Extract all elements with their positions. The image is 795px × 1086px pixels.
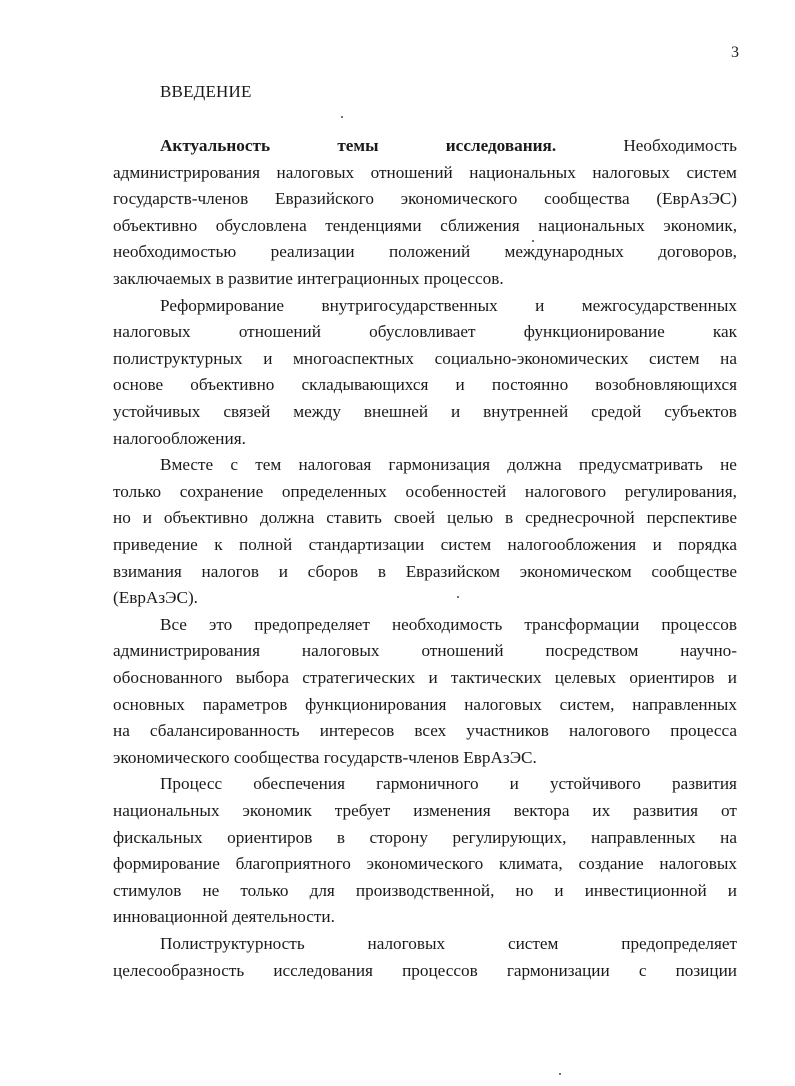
scan-speck bbox=[532, 240, 534, 242]
word: это bbox=[208, 614, 233, 634]
word: интересов bbox=[319, 721, 395, 741]
word: объективно bbox=[190, 375, 275, 395]
word: с bbox=[638, 960, 647, 980]
word: гармоничного bbox=[376, 774, 479, 794]
word: отношений bbox=[238, 322, 321, 342]
word: и bbox=[652, 535, 662, 554]
page-number: 3 bbox=[731, 44, 739, 61]
word: и bbox=[428, 668, 438, 687]
word: систем bbox=[507, 934, 559, 953]
word: национальных bbox=[538, 215, 645, 235]
word: положений bbox=[388, 242, 471, 262]
word: складывающихся bbox=[301, 375, 429, 395]
word: фискальных bbox=[113, 827, 203, 847]
word: налогообложения bbox=[507, 535, 637, 554]
word: постоянно bbox=[491, 375, 569, 395]
word: налоговых bbox=[367, 934, 446, 953]
word: в bbox=[336, 827, 345, 847]
word: отношений bbox=[421, 641, 504, 661]
word: предопределяет bbox=[621, 934, 737, 953]
word: определенных bbox=[281, 481, 387, 501]
section-heading: ВВЕДЕНИЕ bbox=[160, 82, 252, 101]
word: возобновляющихся bbox=[595, 375, 737, 395]
word: необходимость bbox=[391, 614, 503, 634]
word: процессов bbox=[402, 960, 478, 980]
word: гармонизация bbox=[388, 455, 491, 475]
word: отношений bbox=[370, 162, 453, 182]
word: устойчивого bbox=[549, 774, 641, 794]
text-line bbox=[113, 961, 737, 981]
word: и bbox=[535, 295, 545, 315]
text-line bbox=[113, 535, 737, 555]
word: ориентиров bbox=[629, 668, 715, 687]
word: полной bbox=[239, 535, 293, 554]
word: связей bbox=[223, 402, 271, 421]
word: направленных bbox=[632, 694, 737, 714]
word: обоснованного bbox=[113, 668, 223, 687]
word: создание bbox=[578, 854, 644, 874]
word: основе bbox=[113, 375, 164, 395]
word: целевых bbox=[554, 668, 617, 687]
word: на bbox=[720, 348, 737, 368]
word: процесса bbox=[670, 721, 737, 741]
text-line bbox=[113, 801, 737, 821]
text-line bbox=[113, 349, 737, 369]
word: и bbox=[451, 402, 461, 421]
word: функционирования bbox=[305, 694, 447, 714]
text-line bbox=[113, 402, 737, 422]
word: сообщества bbox=[544, 189, 630, 209]
word: выбора bbox=[235, 668, 289, 687]
word: экономического bbox=[113, 747, 230, 767]
word: налоговых bbox=[659, 854, 737, 874]
word: перспективе bbox=[646, 508, 737, 528]
text-line bbox=[113, 881, 737, 901]
word: налогов bbox=[201, 561, 259, 581]
text-line bbox=[113, 216, 737, 236]
word: многоаспектных bbox=[293, 348, 414, 368]
word: к bbox=[214, 535, 223, 554]
word: стратегических bbox=[302, 668, 416, 687]
word: Полиструктурность bbox=[160, 934, 305, 953]
word: экономик bbox=[242, 801, 312, 820]
word: объективно bbox=[113, 215, 198, 235]
word: систем bbox=[686, 162, 737, 182]
word: стандартизации bbox=[308, 535, 425, 554]
word: обусловливает bbox=[369, 322, 476, 342]
word: обеспечения bbox=[253, 774, 345, 794]
word: климата, bbox=[498, 854, 563, 874]
word: и bbox=[727, 668, 737, 687]
word: межгосударственных bbox=[581, 295, 737, 315]
word: особенностей bbox=[405, 481, 507, 501]
word: Евразийском bbox=[405, 561, 500, 581]
text-line bbox=[113, 854, 737, 874]
word: целью bbox=[447, 508, 494, 528]
word: средой bbox=[591, 402, 642, 421]
word: тенденциями bbox=[325, 215, 422, 235]
text-line bbox=[113, 641, 737, 661]
word: среднесрочной bbox=[525, 508, 635, 528]
word: только bbox=[113, 481, 162, 501]
word: систем bbox=[440, 535, 492, 554]
word: трансформации bbox=[524, 614, 640, 634]
word: необходимостью bbox=[113, 242, 237, 262]
word: деятельности. bbox=[232, 907, 335, 927]
word: не bbox=[202, 880, 220, 900]
word: формирование bbox=[113, 854, 220, 874]
word: направленных bbox=[590, 827, 696, 847]
word: в bbox=[505, 508, 514, 528]
word: Реформирование bbox=[160, 295, 285, 315]
word: налоговых bbox=[276, 162, 355, 182]
word: внешней bbox=[363, 402, 429, 421]
word: должна bbox=[507, 455, 562, 475]
word: обусловлена bbox=[215, 215, 307, 235]
word: экономическом bbox=[519, 561, 632, 581]
word: позиции bbox=[675, 960, 737, 980]
word: и bbox=[727, 880, 737, 900]
word: приведение bbox=[113, 535, 198, 554]
word: регулирования, bbox=[624, 481, 737, 501]
text-line bbox=[113, 242, 737, 262]
text-line bbox=[113, 695, 737, 715]
word: реализации bbox=[270, 242, 355, 262]
word: для bbox=[309, 880, 335, 900]
word: государств-членов bbox=[113, 189, 249, 209]
text-line bbox=[113, 189, 737, 209]
word: процессов. bbox=[423, 269, 504, 288]
scan-speck bbox=[341, 116, 343, 118]
text-line bbox=[160, 934, 737, 954]
scan-speck bbox=[457, 596, 459, 598]
word: Процесс bbox=[160, 774, 223, 794]
word: и bbox=[142, 508, 152, 528]
word: тактических bbox=[450, 668, 542, 687]
word: Евразийского bbox=[275, 189, 374, 209]
word: научно- bbox=[680, 641, 737, 661]
word: всех bbox=[414, 721, 447, 741]
text-line bbox=[113, 375, 737, 395]
word: регулирующих, bbox=[452, 827, 567, 847]
scan-speck bbox=[559, 1073, 561, 1075]
word: и bbox=[263, 348, 273, 368]
word: на bbox=[113, 721, 130, 741]
word: но bbox=[113, 508, 131, 528]
word: Актуальность bbox=[160, 136, 271, 155]
text-line bbox=[113, 907, 737, 927]
word: исследования bbox=[273, 960, 373, 980]
text-line bbox=[113, 163, 737, 183]
word: порядка bbox=[678, 535, 737, 554]
word: налоговая bbox=[298, 455, 372, 475]
word: субъектов bbox=[664, 402, 737, 421]
text-line bbox=[113, 429, 737, 449]
word: на bbox=[720, 827, 737, 847]
word: ставить bbox=[326, 508, 382, 528]
word: экономического bbox=[400, 189, 518, 209]
text-line bbox=[113, 269, 737, 289]
word: и bbox=[509, 774, 519, 794]
word: развития bbox=[633, 801, 699, 820]
word: и bbox=[455, 375, 465, 395]
word: внутригосударственных bbox=[321, 295, 498, 315]
word: участников bbox=[466, 721, 549, 741]
word: экономик, bbox=[663, 215, 737, 235]
word: налоговых bbox=[592, 162, 670, 182]
word: основных bbox=[113, 694, 185, 714]
text-line bbox=[113, 668, 737, 688]
word: Все bbox=[160, 614, 187, 634]
word: благоприятного bbox=[235, 854, 351, 874]
word: налогового bbox=[568, 721, 651, 741]
word: предусматривать bbox=[578, 455, 703, 475]
word: но bbox=[515, 880, 534, 900]
word: налогового bbox=[524, 481, 607, 501]
word: процессов bbox=[661, 614, 737, 634]
word: как bbox=[712, 322, 737, 342]
word: параметров bbox=[202, 694, 288, 714]
word: заключаемых bbox=[113, 269, 212, 288]
word: налоговых bbox=[113, 322, 191, 342]
text-line bbox=[113, 588, 737, 608]
word: между bbox=[293, 402, 341, 421]
word: сторону bbox=[369, 827, 428, 847]
word: только bbox=[240, 880, 289, 900]
word: гармонизации bbox=[506, 960, 610, 980]
text-line bbox=[113, 828, 737, 848]
word: налоговых bbox=[464, 694, 542, 714]
word: сближения bbox=[440, 215, 520, 235]
word: Необходимость bbox=[623, 136, 737, 155]
word: администрирования bbox=[113, 641, 260, 661]
word: инвестиционной bbox=[584, 880, 707, 900]
word: экономического bbox=[366, 854, 484, 874]
word: сообщества bbox=[233, 747, 320, 767]
word: целесообразность bbox=[113, 960, 245, 980]
word: систем, bbox=[559, 694, 615, 714]
text-line bbox=[113, 508, 737, 528]
text-line bbox=[160, 296, 737, 316]
word: развития bbox=[671, 774, 737, 794]
text-line-with-bold-lead bbox=[160, 136, 737, 156]
word: изменения bbox=[413, 801, 491, 820]
word: не bbox=[720, 455, 737, 475]
word: ЕврАзЭС. bbox=[463, 747, 537, 767]
word: в bbox=[215, 269, 224, 288]
word: национальных bbox=[469, 162, 576, 182]
word: вектора bbox=[513, 801, 570, 820]
word: социально-экономических bbox=[434, 348, 629, 368]
word: стимулов bbox=[113, 880, 182, 900]
word: сохранение bbox=[179, 481, 264, 501]
text-line bbox=[160, 455, 737, 475]
word: инновационной bbox=[113, 907, 228, 927]
text-line bbox=[160, 615, 737, 635]
word: в bbox=[377, 561, 386, 581]
text-line bbox=[113, 482, 737, 502]
word: посредством bbox=[545, 641, 639, 661]
word: внутренней bbox=[483, 402, 569, 421]
word: (ЕврАзЭС). bbox=[113, 588, 198, 608]
word: тем bbox=[255, 455, 282, 475]
word: исследования. bbox=[445, 136, 557, 155]
word: взимания bbox=[113, 561, 182, 581]
word: от bbox=[721, 801, 737, 820]
word: предопределяет bbox=[254, 614, 370, 634]
word: администрирования bbox=[113, 162, 260, 182]
word: сообществе bbox=[651, 561, 737, 581]
word: сборов bbox=[307, 561, 359, 581]
text-line bbox=[113, 748, 737, 768]
word: налогообложения. bbox=[113, 428, 246, 448]
word: функционирование bbox=[523, 322, 665, 342]
word: и bbox=[278, 561, 288, 581]
word: международных bbox=[504, 242, 624, 262]
text-line bbox=[113, 562, 737, 582]
text-line bbox=[113, 322, 737, 342]
word: налоговых bbox=[301, 641, 380, 661]
text-line bbox=[113, 721, 737, 741]
word: ориентиров bbox=[227, 827, 313, 847]
word: (ЕврАзЭС) bbox=[656, 189, 737, 209]
word: их bbox=[592, 801, 611, 820]
word: устойчивых bbox=[113, 402, 201, 421]
word: сбалансированность bbox=[149, 721, 300, 741]
word: договоров, bbox=[658, 242, 737, 262]
word: объективно bbox=[163, 508, 249, 528]
text-line bbox=[160, 774, 737, 794]
word: Вместе bbox=[160, 455, 214, 475]
word: национальных bbox=[113, 801, 220, 820]
word: своей bbox=[393, 508, 436, 528]
word: с bbox=[230, 455, 239, 475]
word: развитие bbox=[228, 269, 293, 288]
word: систем bbox=[649, 348, 700, 368]
word: производственной, bbox=[355, 880, 495, 900]
word: темы bbox=[337, 136, 379, 155]
word: интеграционных bbox=[297, 269, 420, 288]
word: требует bbox=[334, 801, 391, 820]
word: должна bbox=[259, 508, 315, 528]
word: государств-членов bbox=[323, 747, 459, 767]
word: и bbox=[554, 880, 564, 900]
word: полиструктурных bbox=[113, 348, 243, 368]
